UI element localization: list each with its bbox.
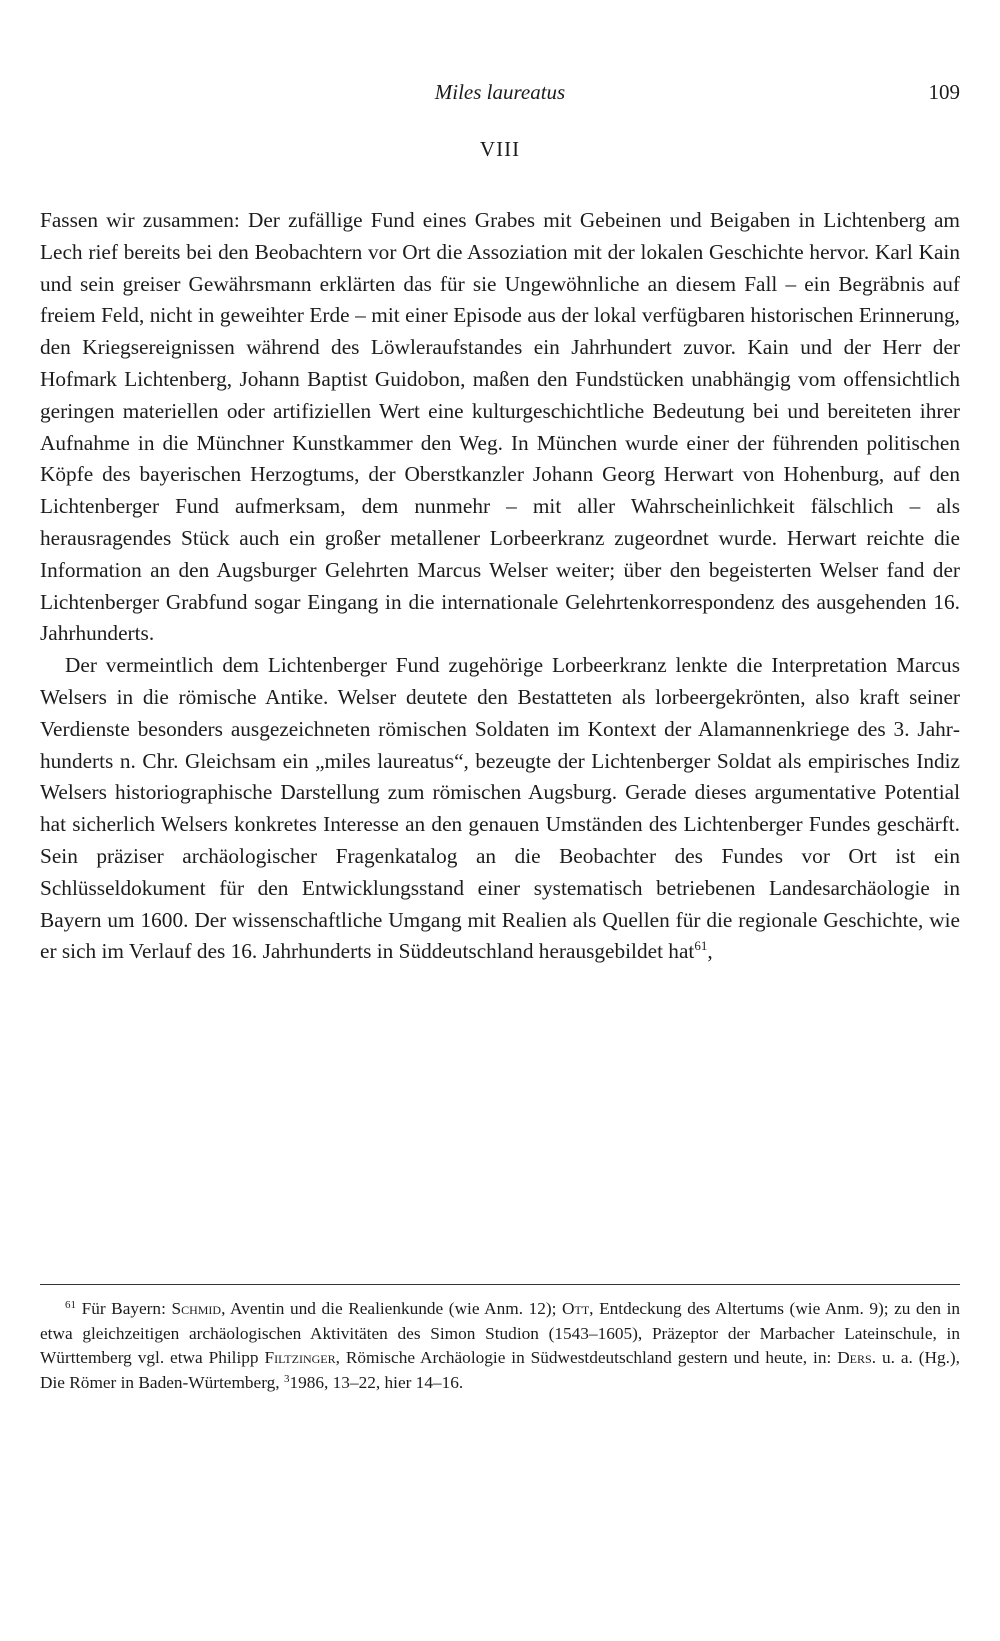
footnote-text: , Römische Archäologie in Südwestdeutschland gestern und heute, in: bbox=[335, 1348, 838, 1367]
paragraph: Fassen wir zusammen: Der zufällige Fund eines Grabes mit Gebeinen und Beigaben in Lichtenberg am Lech rief bereits bei den Beobachtern vor Ort die Assoziation mit der lokalen Geschichte hervor. Karl Kain und sein greiser Gewährsmann erklärten das für sie Ungewöhnliche an diesem Fall – ein Begräbnis auf freiem Feld, nicht in geweihter Erde – mit einer Episode aus der lokal verfügbaren historischen Erinnerung, den Kriegsereignissen während des Löwleraufstandes ein Jahrhundert zuvor. Kain und der Herr der Hofmark Lichtenberg, Johann Baptist Guidobon, maßen den Fundstücken unabhängig vom offensichtlich geringen materiellen oder artifiziellen Wert eine kulturgeschichtliche Bedeutung bei und bereiteten ihrer Aufnahme in die Münchner Kunstkammer den Weg. In München wurde einer der führenden politischen Köpfe des bayerischen Herzogtums, der Oberstkanzler Johann Georg Herwart von Hohenburg, auf den Lichtenberger Fund aufmerksam, dem nunmehr – mit aller Wahrscheinlichkeit fälschlich – als herausragendes Stück auch ein großer metallener Lorbeerkranz zugeordnet wurde. Herwart reichte die Information an den Augsburger Gelehrten Marcus Welser weiter; über den begeisterten Welser fand der Lichtenberger Grabfund sogar Eingang in die internationale Gelehrtenkorrespondenz des ausgehenden 16. Jahrhunderts. bbox=[40, 208, 960, 646]
footnote bbox=[40, 1297, 960, 1395]
footnote-text: , Aventin und die Realienkunde (wie Anm. 12); bbox=[221, 1299, 563, 1318]
body-text bbox=[40, 205, 960, 968]
footnote-text: Für Bayern: bbox=[76, 1299, 172, 1318]
document-page bbox=[40, 0, 960, 1641]
running-title: Miles laureatus bbox=[434, 80, 566, 104]
author-name: Ders. bbox=[837, 1348, 877, 1367]
running-head bbox=[40, 80, 960, 110]
page-number: 109 bbox=[928, 80, 960, 104]
footnote-number: 61 bbox=[65, 1299, 76, 1311]
paragraph-text: Der vermeintlich dem Lichtenberger Fund zugehörige Lorbeerkranz lenkte die Interpretation Marcus Welsers in die römische Antike. Welser deutete den Bestatteten als lorbeergekrönten, also kraft seiner Verdienste besonders ausgezeichneten römischen Soldaten im Kontext der Alamannenkriege des 3. Jahrhunderts n. Chr. Gleichsam ein „miles laureatus“, bezeugte der Lichtenberger Soldat als empirisches Indiz Welsers historiographische Darstellung zum römischen Augsburg. Gerade dieses argumentative Potential hat sicherlich Welsers konkretes Interesse an den genauen Umständen des Lichtenberger Fundes geschärft. Sein präziser archäologischer Fragenkatalog an die Beobachter des Fundes vor Ort ist ein Schlüsseldokument für den Entwicklungsstand einer systematisch betriebenen Landesarchäologie in Bayern um 1600. Der wissenschaftliche Umgang mit Realien als Quellen für die regionale Geschichte, wie er sich im Verlauf des 16. Jahrhunderts in Süddeutschland herausgebildet hat bbox=[40, 653, 960, 964]
footnote-divider bbox=[40, 1284, 960, 1285]
edition-superscript: 3 bbox=[283, 1372, 290, 1385]
paragraph bbox=[40, 650, 960, 968]
author-name: Filtzinger bbox=[264, 1348, 336, 1367]
footnote-text: u. a. (Hg.), Die Römer in Baden-Würtemberg, bbox=[40, 1348, 961, 1392]
author-name: Ott bbox=[562, 1299, 590, 1318]
section-heading: VIII bbox=[479, 137, 521, 161]
footnotes bbox=[40, 1297, 960, 1395]
paragraph-end: , bbox=[707, 939, 713, 964]
author-name: Schmid bbox=[171, 1299, 222, 1318]
footnote-reference[interactable]: 61 bbox=[694, 938, 708, 954]
footnote-text: 1986, 13–22, hier 14–16. bbox=[289, 1372, 464, 1392]
footnote-text: , Entdeckung des Altertums (wie Anm. 9); zu den in etwa gleichzeitigen archäologischen Aktivitäten des Simon Studion (1543–1605), Präzeptor der Marbacher Lateinschule, in Württemberg vgl. etwa Philipp bbox=[40, 1299, 961, 1367]
